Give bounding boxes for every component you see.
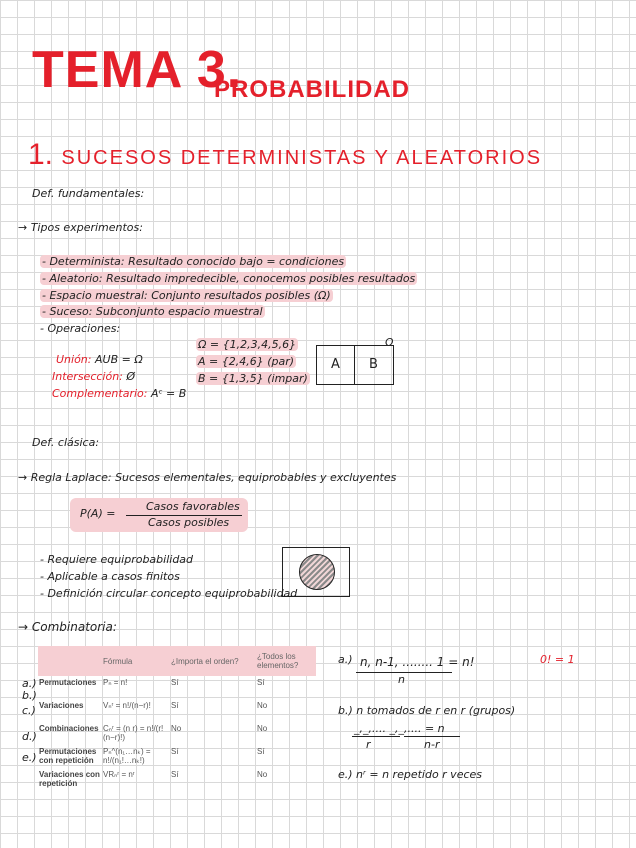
set-a-text: A = {2,4,6} (par)	[198, 355, 295, 368]
venn-box-ab	[316, 345, 394, 385]
table-row	[38, 768, 316, 791]
complementario-value: Aᶜ = B	[150, 387, 187, 400]
table-row	[38, 745, 316, 768]
note-a-label: a.)	[338, 653, 353, 666]
table-row	[38, 676, 316, 699]
section-heading: SUCESOS DETERMINISTAS Y ALEATORIOS	[61, 147, 543, 169]
section-number: 1.	[28, 138, 54, 171]
regla-laplace: → Regla Laplace: Sucesos elementales, equiprobables y excluyentes	[18, 471, 397, 484]
row-letter-e: e.)	[22, 751, 37, 764]
row-letter-d: d.)	[22, 730, 37, 743]
section-title	[28, 138, 542, 172]
set-b	[196, 372, 310, 385]
box-omega-label: Ω	[385, 336, 394, 349]
header-formula: Fórmula	[102, 646, 170, 676]
table-row	[38, 722, 316, 745]
row-letter-b: b.)	[22, 689, 37, 702]
title-main: TEMA 3.	[32, 41, 243, 99]
bullet-determinista	[40, 255, 346, 268]
box-b: B	[369, 357, 378, 372]
interseccion-row	[52, 370, 135, 383]
formula-lhs: P(A) =	[80, 507, 116, 520]
header-name	[38, 646, 102, 676]
row-name: Permutaciones	[39, 678, 97, 687]
bullet-suceso	[40, 305, 265, 318]
note-b-row: _,_,.... _,_,.... = n	[354, 722, 445, 735]
row-name: Combinaciones	[39, 724, 99, 733]
note-a-under: n	[398, 673, 405, 686]
combinatoria-heading: → Combinatoria:	[18, 620, 117, 634]
row-orden: Sí	[171, 770, 179, 779]
row-todos: Sí	[257, 747, 265, 756]
title-sub: PROBABILIDAD	[214, 76, 410, 103]
zero-factorial: 0! = 1	[540, 653, 575, 666]
note-b-nr: n-r	[424, 738, 440, 751]
interseccion-value: Ø	[126, 370, 136, 383]
row-orden: Sí	[171, 701, 179, 710]
box-a: A	[317, 346, 355, 384]
bullet-aleatorio	[40, 272, 417, 285]
bullet-text: - Determinista: Resultado conocido bajo = condiciones	[42, 255, 345, 268]
row-todos: No	[257, 701, 268, 710]
interseccion-label: Intersección:	[52, 370, 123, 383]
note-b-text: b.) n tomados de r en r (grupos)	[338, 704, 516, 717]
row-formula: Vₙʳ = n!/(n−r)!	[103, 701, 151, 710]
row-orden: Sí	[171, 678, 179, 687]
set-omega	[196, 338, 298, 351]
venn-diagram	[282, 547, 350, 597]
row-formula: Pₙ^(n₁…nₖ) = n!/(n₁!…nₖ!)	[103, 747, 151, 765]
union-value: AUB = Ω	[95, 353, 143, 366]
bullet-operaciones: - Operaciones:	[40, 322, 121, 335]
row-todos: Sí	[257, 678, 265, 687]
set-b-text: B = {1,3,5} (impar)	[198, 372, 308, 385]
row-todos: No	[257, 770, 268, 779]
note-b-r: r	[366, 738, 371, 751]
row-name: Variaciones con repetición	[39, 770, 100, 788]
header-orden: ¿Importa el orden?	[170, 646, 256, 676]
complementario-row	[52, 387, 186, 400]
row-orden: No	[171, 724, 182, 733]
row-name: Variaciones	[39, 701, 84, 710]
row-orden: Sí	[171, 747, 179, 756]
req-circular: - Definición circular concepto equiprobabilidad	[40, 587, 298, 600]
def-clasica: Def. clásica:	[32, 436, 100, 449]
note-e-text: e.) nʳ = n repetido r veces	[338, 768, 483, 781]
union-row	[56, 353, 143, 366]
set-omega-text: Ω = {1,2,3,4,5,6}	[198, 338, 297, 351]
venn-circle-shaded	[299, 554, 335, 590]
row-letter-c: c.)	[22, 704, 36, 717]
formula-numerator: Casos favorables	[146, 500, 240, 513]
set-a	[196, 355, 296, 368]
union-label: Unión:	[56, 353, 92, 366]
complementario-label: Complementario:	[52, 387, 148, 400]
note-b-brace-r	[352, 736, 400, 737]
bullet-espacio	[40, 289, 333, 302]
combinatoria-table	[38, 646, 316, 788]
req-finitos: - Aplicable a casos finitos	[40, 570, 180, 583]
def-fundamentales: Def. fundamentales:	[32, 187, 145, 200]
note-a-text: n, n-1, ........ 1 = n!	[360, 655, 475, 669]
bullet-text: - Espacio muestral: Conjunto resultados posibles (Ω)	[42, 289, 331, 302]
tipos-experimentos: → Tipos experimentos:	[18, 221, 143, 234]
note-b-brace-nr	[404, 736, 460, 737]
bullet-text: - Aleatorio: Resultado impredecible, conocemos posibles resultados	[42, 272, 416, 285]
row-name: Permutaciones con repetición	[39, 747, 97, 765]
header-todos: ¿Todos los elementos?	[256, 646, 316, 676]
table-header-row	[38, 646, 316, 676]
formula-denominator: Casos posibles	[148, 516, 230, 529]
table-row	[38, 699, 316, 722]
row-formula: Pₙ = n!	[103, 678, 128, 687]
bullet-text: - Suceso: Subconjunto espacio muestral	[42, 305, 263, 318]
row-letter-a: a.)	[22, 677, 37, 690]
row-formula: Cₙʳ = (n r) = n!/(r!(n−r)!)	[103, 724, 164, 742]
row-todos: No	[257, 724, 268, 733]
row-formula: VRₙʳ = nʳ	[103, 770, 135, 779]
req-equiprobabilidad: - Requiere equiprobabilidad	[40, 553, 194, 566]
